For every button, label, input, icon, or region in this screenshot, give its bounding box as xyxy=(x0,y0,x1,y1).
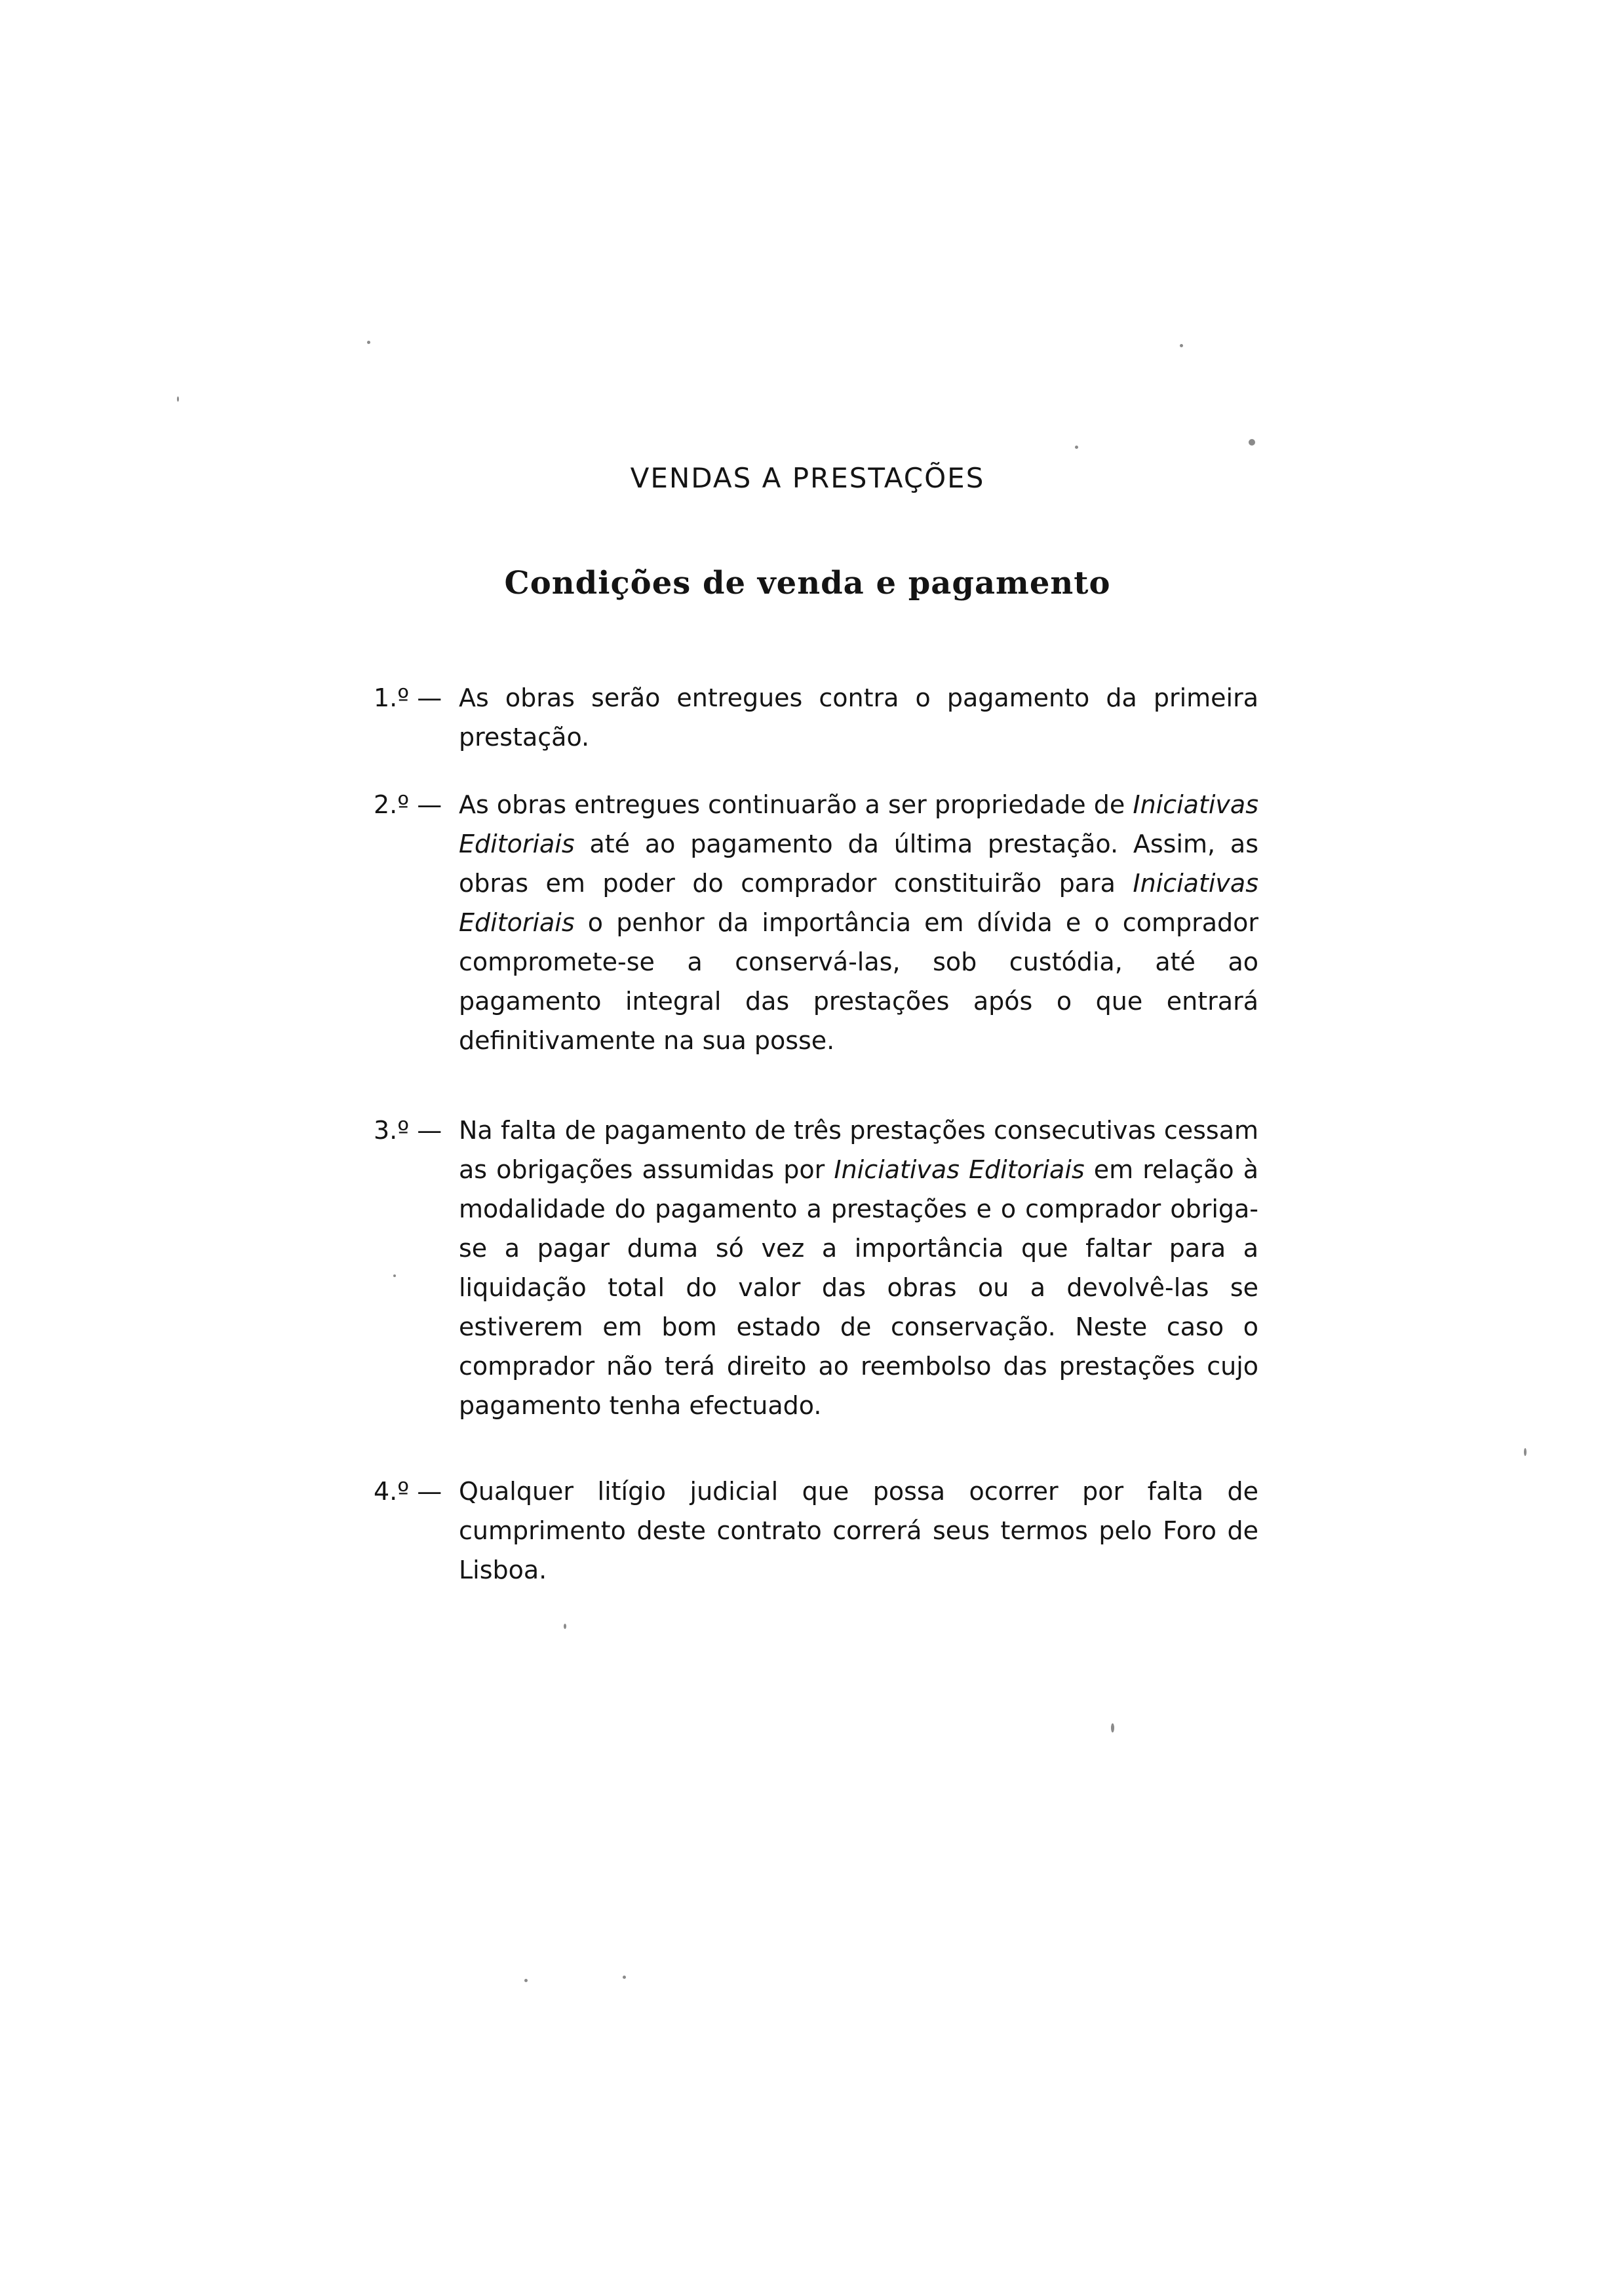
scan-speck xyxy=(1075,446,1078,449)
document-subtitle: Condições de venda e pagamento xyxy=(504,565,1111,602)
scan-speck xyxy=(1111,1723,1114,1732)
scan-speck xyxy=(564,1624,566,1629)
scan-speck xyxy=(623,1976,626,1979)
scan-speck xyxy=(367,341,370,344)
clause-text: Qualquer litígio judicial que possa ocorrer por falta de cumprimento deste contrato correrá seus termos pelo Foro de Lisboa. xyxy=(459,1477,1258,1584)
scan-speck xyxy=(1249,439,1255,446)
clause-3 xyxy=(374,1111,1258,1425)
publisher-name: Iniciativas Editoriais xyxy=(459,869,1258,937)
scan-speck xyxy=(393,1274,396,1277)
clause-text: Na falta de pagamento de três prestações consecutivas cessam as obrigações assumidas por Iniciativas Editoriais em relação à modalidade do pagamento a prestações e o comprador obriga-se a pagar duma só vez a importância que faltar para a liquidação total do valor das obras ou a devolvê-las se estiverem em bom estado de conservação. Neste caso o comprador não terá direito ao reembolso das prestações cujo pagamento tenha efectuado. xyxy=(459,1116,1259,1420)
publisher-name: Iniciativas Editoriais xyxy=(834,1155,1085,1184)
scan-speck xyxy=(177,396,179,402)
document-title: VENDAS A PRESTAÇÕES xyxy=(630,462,985,494)
clause-number: 1.º — xyxy=(374,683,442,712)
clause-text: As obras entregues continuarão a ser propriedade de Iniciativas Editoriais até ao pagamento da última prestação. Assim, as obras em poder do comprador constituirão para Iniciativas Editoriais o penhor da importância em dívida e o comprador compromete-se a conservá-las, sob custódia, até ao pagamento integral das prestações após o que entrará definitivamente na sua posse. xyxy=(459,790,1258,1055)
clause-number: 4.º — xyxy=(374,1477,442,1506)
scan-speck xyxy=(1524,1448,1527,1456)
clause-2 xyxy=(374,785,1258,1060)
scan-speck xyxy=(524,1979,528,1982)
clause-number: 2.º — xyxy=(374,790,442,819)
publisher-name: Iniciativas Editoriais xyxy=(459,790,1258,858)
clause-1 xyxy=(374,678,1258,757)
clause-number: 3.º — xyxy=(374,1116,442,1145)
clause-text: As obras serão entregues contra o pagamento da primeira prestação. xyxy=(459,683,1258,752)
clause-4 xyxy=(374,1472,1258,1590)
scan-speck xyxy=(1180,344,1183,347)
